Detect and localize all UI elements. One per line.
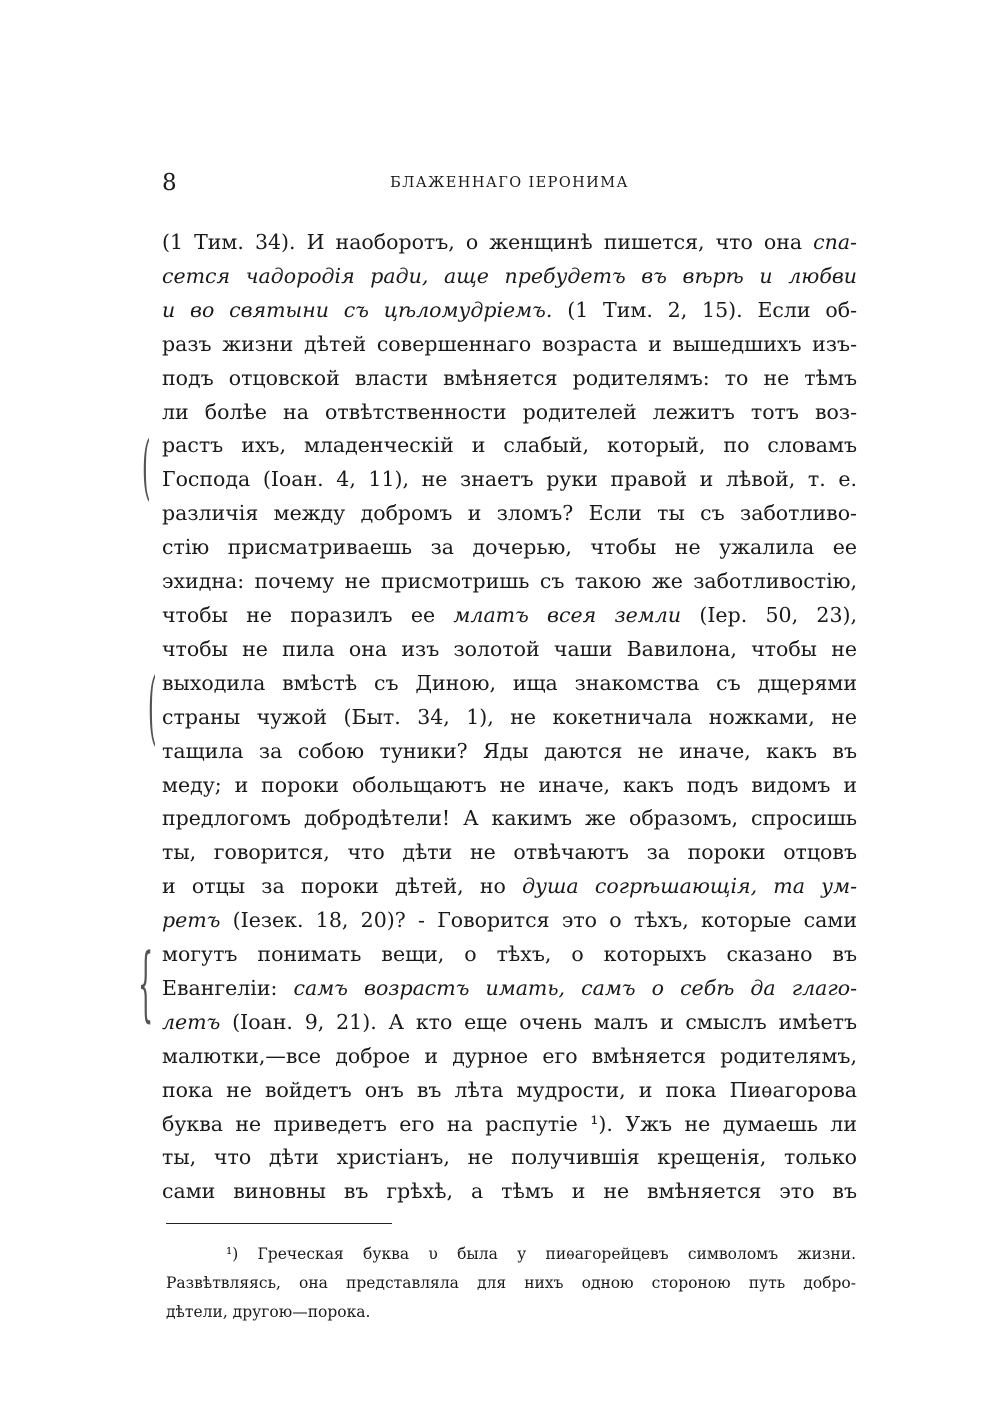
text-line: летъ (Іоан. 9, 21). А кто еще очень малъ и смыслъ имѣетъ <box>162 1009 857 1034</box>
margin-bracket-mark: { <box>138 936 154 1032</box>
text-line: ты, говорится, что дѣти не отвѣчаютъ за пороки отцовъ <box>162 840 857 865</box>
text-line: и отцы за пороки дѣтей, но душа согрѣшающія, та ум- <box>162 874 857 899</box>
text-line: стію присматриваешь за дочерью, чтобы не ужалила ее <box>162 535 857 560</box>
text-line: ты, что дѣти христіанъ, не получившія крещенія, только <box>162 1145 857 1170</box>
footnote-rule <box>166 1223 392 1224</box>
text-line: малютки,—все доброе и дурное его вмѣняется родителямъ, <box>162 1043 857 1068</box>
body-text <box>162 226 857 1209</box>
margin-bracket-mark: ( <box>148 666 157 756</box>
text-line: чтобы не пила она изъ золотой чаши Вавилона, чтобы не <box>162 636 857 661</box>
footnote-line: ¹) Греческая буква υ была у пиѳагорейцевъ символомъ жизни. <box>226 1245 856 1263</box>
text-line: эхидна: почему не присмотришь съ такою же заботливостію, <box>162 569 857 594</box>
text-line: и во святыни съ цѣломудріемъ. (1 Тим. 2, 15). Если об- <box>162 297 857 322</box>
text-line: могутъ понимать вещи, о тѣхъ, о которыхъ сказано въ <box>162 942 857 967</box>
text-line: ретъ (Іезек. 18, 20)? - Говорится это о тѣхъ, которые сами <box>162 908 857 933</box>
footnote <box>166 1240 856 1327</box>
text-line: растъ ихъ, младенческій и слабый, который, по словамъ <box>162 433 857 458</box>
footnote-line: дѣтели, другою—порока. <box>166 1303 371 1321</box>
footnote-line: Развѣтвляясь, она представляла для нихъ одною стороною путь добро- <box>166 1274 856 1292</box>
text-line: различія между добромъ и зломъ? Если ты съ заботливо- <box>162 501 857 526</box>
text-line: предлогомъ добродѣтели! А какимъ же образомъ, спросишь <box>162 806 857 831</box>
text-line: тащила за собою туники? Яды даются не иначе, какъ въ <box>162 738 857 763</box>
page-number: 8 <box>162 170 177 196</box>
text-line: Господа (Іоан. 4, 11), не знаетъ руки правой и лѣвой, т. е. <box>162 467 857 492</box>
running-title: БЛАЖЕННАГО ІЕРОНИМА <box>390 175 629 191</box>
text-line: буква не приведетъ его на распутіе ¹). Ужъ не думаешь ли <box>162 1111 857 1136</box>
text-line: сется чадородія ради, аще пребудетъ въ вѣрѣ и любви <box>162 263 857 288</box>
text-line: Евангеліи: самъ возрастъ имать, самъ о себѣ да глаго- <box>162 975 857 1000</box>
text-line: разъ жизни дѣтей совершеннаго возраста и вышедшихъ изъ- <box>162 331 857 356</box>
text-line: подъ отцовской власти вмѣняется родителямъ: то не тѣмъ <box>162 365 857 390</box>
text-line: выходила вмѣстѣ съ Диною, ища знакомства съ дщерями <box>162 670 857 695</box>
text-line: ли болѣе на отвѣтственности родителей лежитъ тотъ воз- <box>162 399 857 424</box>
margin-bracket-mark: ( <box>142 430 151 510</box>
text-line: сами виновны въ грѣхѣ, а тѣмъ и не вмѣняется это въ <box>162 1179 857 1204</box>
text-line: (1 Тим. 34). И наоборотъ, о женщинѣ пишется, что она спа- <box>162 230 857 254</box>
running-header <box>162 168 857 198</box>
text-line: меду; и пороки обольщаютъ не иначе, какъ подъ видомъ и <box>162 772 857 797</box>
text-line: страны чужой (Быт. 34, 1), не кокетничала ножками, не <box>162 704 857 729</box>
text-line: пока не войдетъ онъ въ лѣта мудрости, и пока Пиѳагорова <box>162 1077 857 1102</box>
text-line: чтобы не поразилъ ее млатъ всея земли (Іер. 50, 23), <box>162 602 857 627</box>
